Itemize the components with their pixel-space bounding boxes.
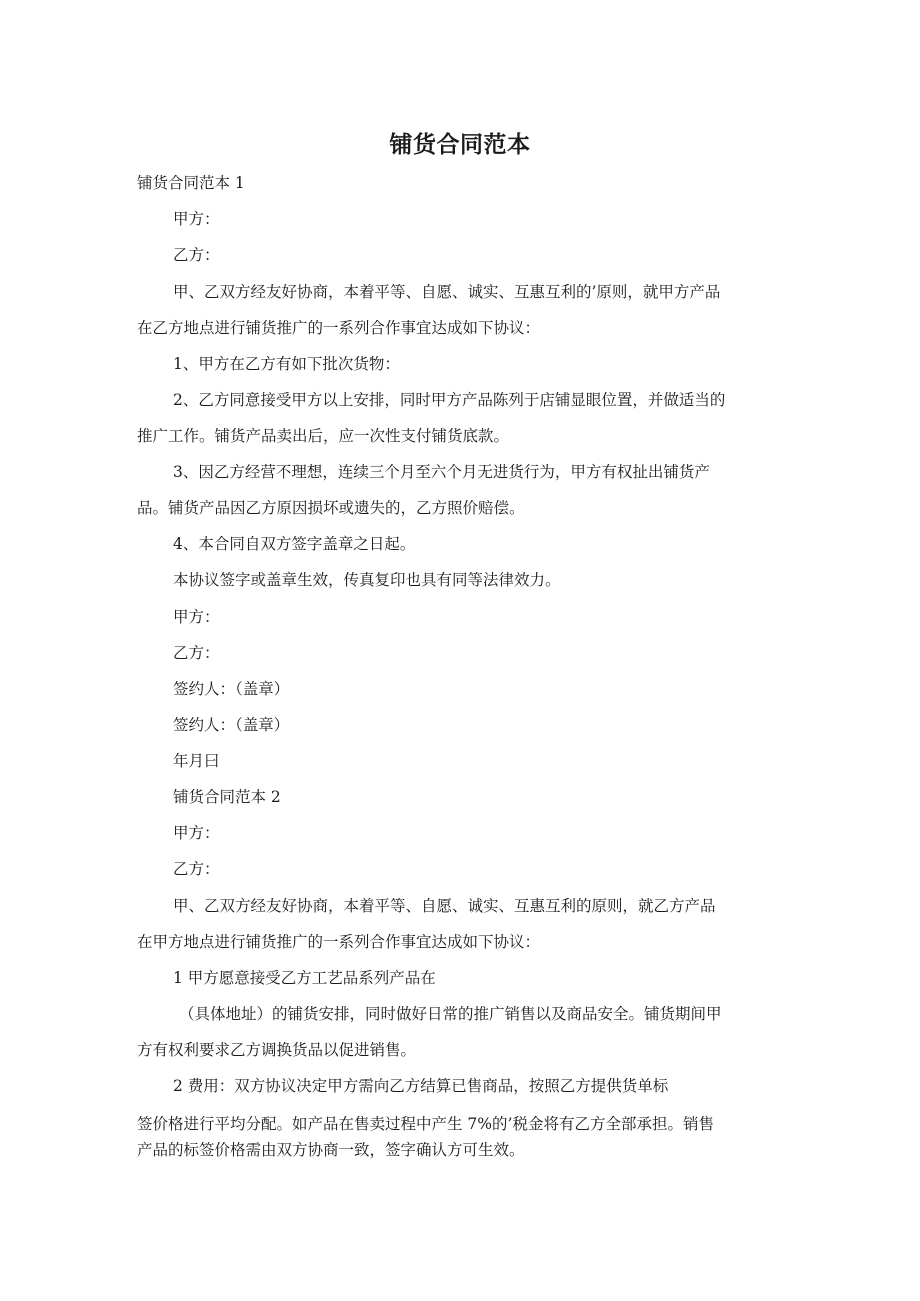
- signatory-line: 签约人：（盖章）: [173, 680, 290, 698]
- party-a-label: 甲方：: [173, 210, 220, 228]
- party-a-label: 甲方：: [173, 824, 220, 842]
- paragraph-line: 甲、乙双方经友好协商，本着平等、自愿、诚实、互惠互利的’原则，就甲方产品: [173, 283, 721, 301]
- party-b-signature: 乙方：: [173, 644, 220, 662]
- paragraph-line: 产品的标签价格需由双方协商一致，签字确认方可生效。: [137, 1141, 525, 1159]
- date-line: 年月曰: [173, 752, 220, 770]
- clause-2: 2、乙方同意接受甲方以上安排，同时甲方产品陈列于店铺显眼位置，并做适当的: [173, 391, 726, 409]
- party-a-signature: 甲方：: [173, 608, 220, 626]
- document-title: 铺货合同范本: [389, 132, 531, 158]
- paragraph-line: 本协议签字或盖章生效，传真复印也具有同等法律效力。: [173, 571, 561, 589]
- clause-1: 1、甲方在乙方有如下批次货物：: [173, 355, 400, 373]
- party-b-label: 乙方：: [173, 246, 220, 264]
- clause-2: 2 费用：双方协议决定甲方需向乙方结算已售商品，按照乙方提供货单标: [173, 1077, 669, 1095]
- paragraph-line: 甲、乙双方经友好协商，本着平等、自愿、诚实、互惠互利的原则，就乙方产品: [173, 897, 716, 915]
- paragraph-line: （具体地址）的铺货安排，同时做好日常的推广销售以及商品安全。铺货期间甲: [179, 1005, 722, 1023]
- paragraph-line: 在甲方地点进行铺货推广的一系列合作事宜达成如下协议：: [137, 933, 541, 951]
- paragraph-line: 推广工作。铺货产品卖出后，应一次性支付铺货底款。: [137, 427, 510, 445]
- section-heading-1: 铺货合同范本 1: [137, 174, 245, 192]
- section-heading-2: 铺货合同范本 2: [173, 788, 281, 806]
- clause-4: 4、本合同自双方签字盖章之日起。: [173, 535, 416, 553]
- paragraph-line: 签价格进行平均分配。如产品在售卖过程中产生 7%的’税金将有乙方全部承担。销售: [137, 1115, 714, 1133]
- clause-1: 1 甲方愿意接受乙方工艺品系列产品在: [173, 969, 436, 987]
- paragraph-line: 在乙方地点进行铺货推广的一系列合作事宜达成如下协议：: [137, 319, 541, 337]
- paragraph-line: 方有权利要求乙方调换货品以促进销售。: [137, 1041, 417, 1059]
- signatory-line: 签约人：（盖章）: [173, 716, 290, 734]
- party-b-label: 乙方：: [173, 860, 220, 878]
- clause-3: 3、因乙方经营不理想，连续三个月至六个月无进货行为，甲方有权扯出铺货产: [173, 463, 710, 481]
- paragraph-line: 品。铺货产品因乙方原因损坏或遗失的，乙方照价赔偿。: [137, 499, 525, 517]
